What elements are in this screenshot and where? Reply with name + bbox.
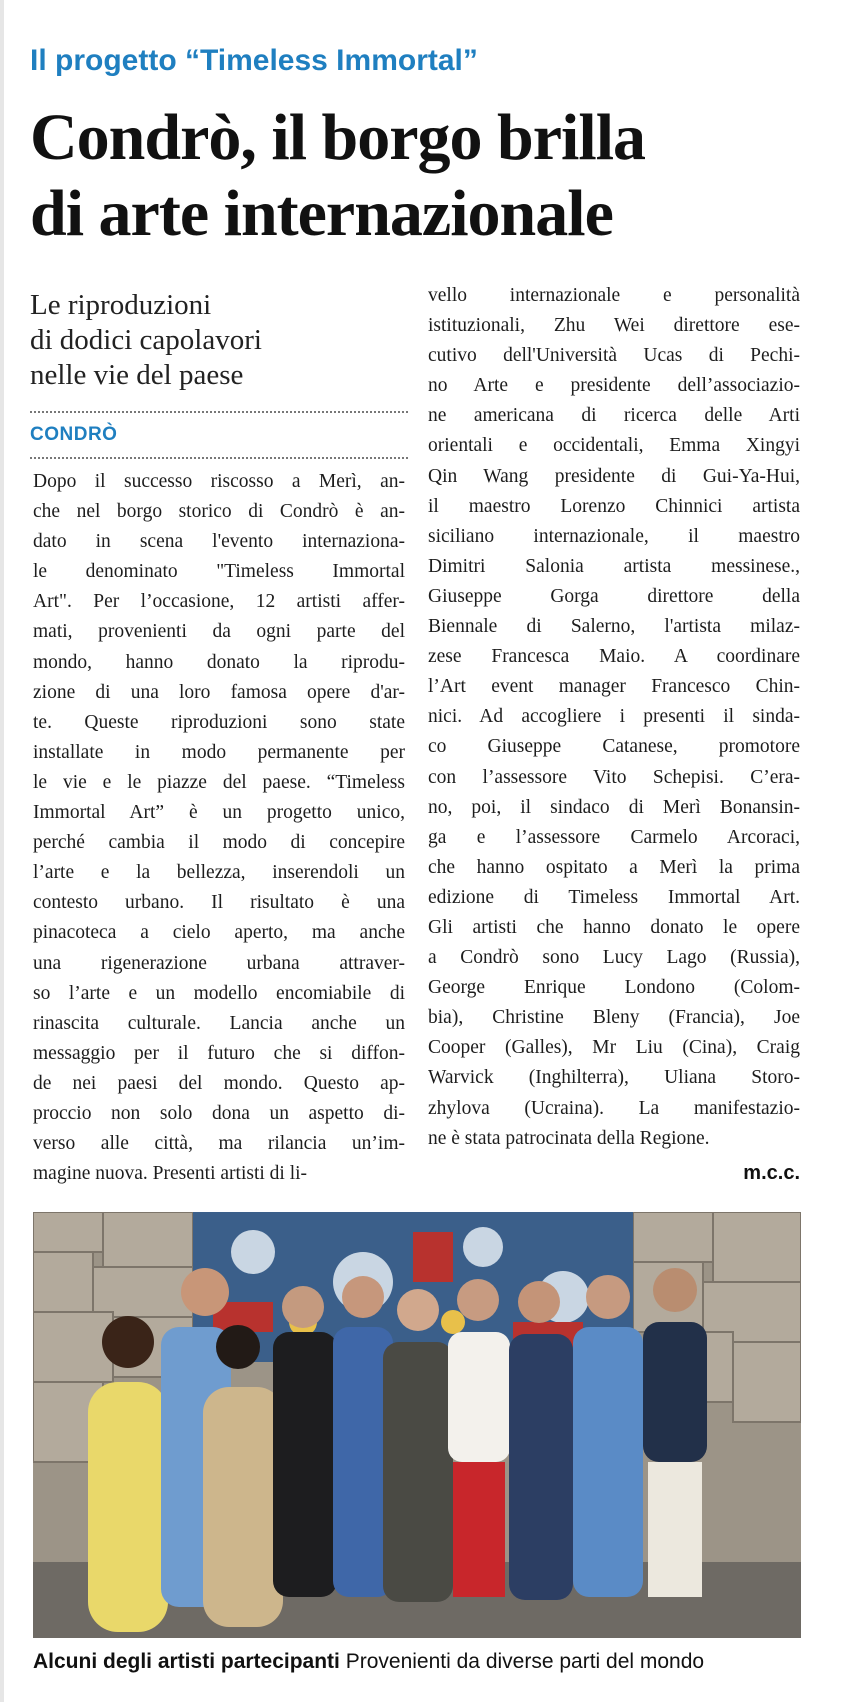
article-body-line: cutivo dell'Università Ucas di Pechi-	[428, 345, 800, 367]
article-body-line: che hanno ospitato a Merì la prima	[428, 856, 800, 878]
article-body-line: no, poi, il sindaco di Merì Bonansin-	[428, 796, 800, 818]
article-body-line: pinacoteca a cielo aperto, ma anche	[33, 922, 405, 944]
article-body-line: istituzionali, Zhu Wei direttore ese-	[428, 315, 800, 337]
caption-bold: Alcuni degli artisti partecipanti	[33, 1650, 340, 1673]
subhead-line-2: di dodici capolavori	[30, 324, 262, 356]
subhead-line-3: nelle vie del paese	[30, 359, 244, 391]
article-body-line: Warvick (Inghilterra), Uliana Storo-	[428, 1067, 800, 1089]
article-body-line: Qin Wang presidente di Gui-Ya-Hui,	[428, 465, 800, 487]
article-body-line: con l’assessore Vito Schepisi. C’era-	[428, 766, 800, 788]
subhead-line-1: Le riproduzioni	[30, 289, 212, 321]
article-body-line: il maestro Lorenzo Chinnici artista	[428, 495, 800, 517]
article-body-line: magine nuova. Presenti artisti di li-	[33, 1163, 308, 1185]
byline: m.c.c.	[743, 1162, 800, 1184]
article-body-line: a Condrò sono Lucy Lago (Russia),	[428, 947, 800, 969]
headline-line-1: Condrò, il borgo brilla	[30, 101, 646, 174]
article-body-line: perché cambia il modo di concepire	[33, 832, 405, 854]
article-body-line: dato in scena l'evento internaziona-	[33, 531, 405, 553]
article-body-line: zese Francesca Maio. A coordinare	[428, 646, 800, 668]
article-body-line: siciliano internazionale, il maestro	[428, 525, 800, 547]
article-body-line: mondo, hanno donato la riprodu-	[33, 651, 405, 673]
article-body-line: Art". Per l’occasione, 12 artisti affer-	[33, 591, 405, 613]
article-body-line: proccio non solo dona un aspetto di-	[33, 1102, 405, 1124]
article-body-line: no Arte e presidente dell’associazio-	[428, 375, 800, 397]
article-body-line: zhylova (Ucraina). La manifestazio-	[428, 1097, 800, 1119]
article-body-line: l’Art event manager Francesco Chin-	[428, 676, 800, 698]
article-body-line: Immortal Art” è un progetto unico,	[33, 802, 405, 824]
article-body-line: verso alle città, ma rilancia un’im-	[33, 1133, 405, 1155]
dateline: CONDRÒ	[30, 424, 118, 445]
caption-text: Provenienti da diverse parti del mondo	[339, 1650, 705, 1673]
dotted-divider-top	[30, 411, 408, 413]
article-body-line: nici. Ad accogliere i presenti il sinda-	[428, 706, 800, 728]
article-body-line: ga e l’assessore Carmelo Arcoraci,	[428, 826, 800, 848]
group-photo	[33, 1212, 801, 1638]
page-edge	[0, 0, 4, 1702]
subheadline	[30, 288, 390, 393]
article-body-line: le vie e le piazze del paese. “Timeless	[33, 771, 405, 793]
headline	[30, 100, 820, 252]
article-body-line: vello internazionale e personalità	[428, 285, 800, 306]
article-body-line: te. Queste riproduzioni sono state	[33, 711, 405, 733]
article-body-line: Cooper (Galles), Mr Liu (Cina), Craig	[428, 1037, 800, 1059]
group-photo-illustration	[33, 1212, 801, 1638]
article-body-line: de nei paesi del mondo. Questo ap-	[33, 1072, 405, 1094]
article-body-line: bia), Christine Bleny (Francia), Joe	[428, 1007, 800, 1029]
article-body-line: messaggio per il futuro che si diffon-	[33, 1042, 405, 1064]
article-body-line: installate in modo permanente per	[33, 741, 405, 763]
dotted-divider-bottom	[30, 457, 408, 459]
article-body-line: orientali e occidentali, Emma Xingyi	[428, 435, 800, 457]
article-body-line: le denominato "Timeless Immortal	[33, 561, 405, 583]
article-body-line: George Enrique Londono (Colom-	[428, 977, 800, 999]
article-body-line: Dopo il successo riscosso a Merì, an-	[33, 471, 405, 492]
kicker: Il progetto “Timeless Immortal”	[30, 44, 478, 77]
article-body-line: ne è stata patrocinata della Regione.	[428, 1127, 710, 1149]
photo-caption	[33, 1650, 813, 1674]
article-body-column-2	[428, 281, 800, 1154]
article-body-line: Gli artisti che hanno donato le opere	[428, 916, 800, 938]
article-body-column-1	[33, 467, 405, 1189]
article-body-line: l’arte e la bellezza, inserendoli un	[33, 862, 405, 884]
article-body-line: contesto urbano. Il risultato è una	[33, 892, 405, 914]
article-body-line: che nel borgo storico di Condrò è an-	[33, 501, 405, 523]
article-body-line: co Giuseppe Catanese, promotore	[428, 736, 800, 758]
article-body-line: rinascita culturale. Lancia anche un	[33, 1012, 405, 1034]
article-body-line: so l’arte e un modello encomiabile di	[33, 982, 405, 1004]
article-body-line: Biennale di Salerno, l'artista milaz-	[428, 616, 800, 638]
article-body-line: una rigenerazione urbana attraver-	[33, 952, 405, 974]
article-body-line: Dimitri Salonia artista messinese.,	[428, 555, 800, 577]
headline-line-2: di arte internazionale	[30, 177, 613, 250]
article-body-line: mati, provenienti da ogni parte del	[33, 621, 405, 643]
article-body-line: zione di una loro famosa opere d'ar-	[33, 681, 405, 703]
article-body-line: Giuseppe Gorga direttore della	[428, 585, 800, 607]
article-body-line: edizione di Timeless Immortal Art.	[428, 886, 800, 908]
article-body-line: ne americana di ricerca delle Arti	[428, 405, 800, 427]
